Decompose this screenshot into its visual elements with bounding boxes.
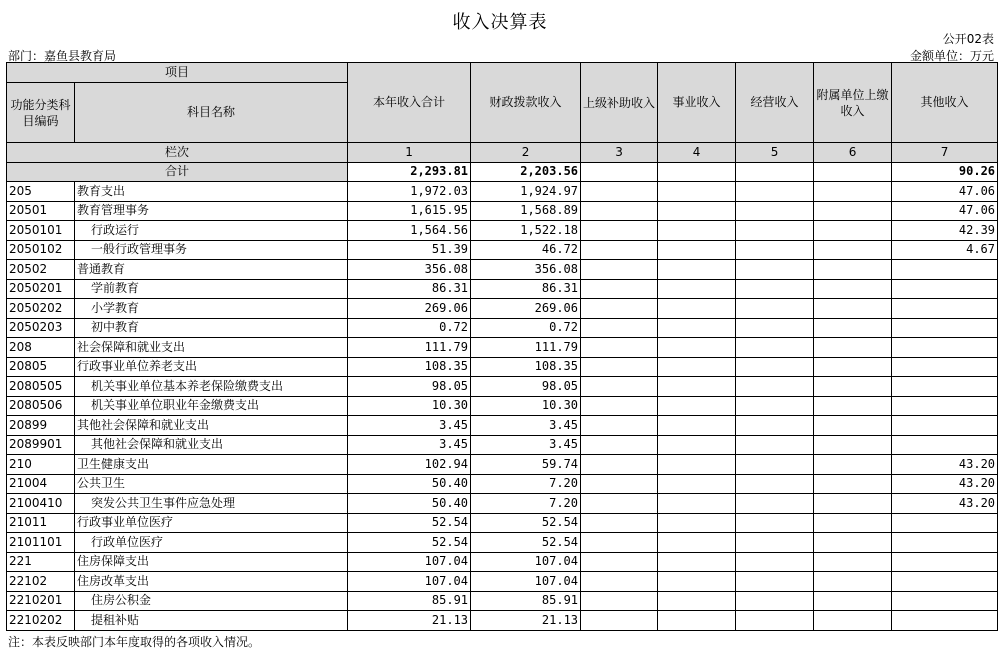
department-label: 部门：嘉鱼县教育局 (8, 49, 117, 63)
row-value (892, 611, 998, 631)
row-value (658, 552, 736, 572)
table-row (7, 318, 998, 338)
row-value: 111.79 (348, 338, 471, 358)
total-cell (736, 162, 814, 182)
row-value (892, 396, 998, 416)
column-number: 1 (348, 143, 471, 163)
row-name: 教育管理事务 (75, 201, 348, 221)
row-value (581, 572, 658, 592)
header-code: 功能分类科目编码 (7, 83, 75, 143)
row-value (814, 221, 892, 241)
row-value (736, 611, 814, 631)
row-value (814, 240, 892, 260)
table-row (7, 221, 998, 241)
row-value: 108.35 (471, 357, 581, 377)
row-value (736, 240, 814, 260)
row-value: 47.06 (892, 182, 998, 202)
total-cell (814, 162, 892, 182)
row-value (658, 279, 736, 299)
row-value: 85.91 (348, 591, 471, 611)
total-cell (658, 162, 736, 182)
row-value (581, 318, 658, 338)
row-value (736, 299, 814, 319)
row-value (814, 552, 892, 572)
row-value: 1,564.56 (348, 221, 471, 241)
row-value (814, 513, 892, 533)
row-value: 107.04 (471, 552, 581, 572)
row-value (658, 396, 736, 416)
row-value (814, 201, 892, 221)
row-value (658, 182, 736, 202)
row-code: 210 (7, 455, 75, 475)
row-value (736, 357, 814, 377)
row-value (581, 338, 658, 358)
row-value (736, 533, 814, 553)
row-value (736, 552, 814, 572)
row-value (658, 455, 736, 475)
row-value (581, 552, 658, 572)
row-value: 46.72 (471, 240, 581, 260)
row-code: 22102 (7, 572, 75, 592)
row-value (736, 494, 814, 514)
row-value: 3.45 (348, 435, 471, 455)
row-value (736, 572, 814, 592)
row-value (581, 435, 658, 455)
table-row (7, 611, 998, 631)
row-name: 行政运行 (75, 221, 348, 241)
row-value: 1,615.95 (348, 201, 471, 221)
row-value (581, 455, 658, 475)
row-value: 3.45 (471, 416, 581, 436)
header-total-income: 本年收入合计 (348, 63, 471, 143)
header-business-income: 事业收入 (658, 63, 736, 143)
row-name: 一般行政管理事务 (75, 240, 348, 260)
table-row (7, 513, 998, 533)
row-name: 机关事业单位职业年金缴费支出 (75, 396, 348, 416)
row-value (892, 435, 998, 455)
row-value: 43.20 (892, 455, 998, 475)
row-value (581, 513, 658, 533)
row-value (814, 494, 892, 514)
row-value (736, 455, 814, 475)
table-row (7, 494, 998, 514)
header-fiscal-income: 财政拨款收入 (471, 63, 581, 143)
table-row (7, 591, 998, 611)
row-value (736, 474, 814, 494)
page-title: 收入决算表 (452, 12, 548, 33)
row-code: 221 (7, 552, 75, 572)
row-value (658, 474, 736, 494)
row-value (658, 357, 736, 377)
row-value (736, 416, 814, 436)
row-value: 111.79 (471, 338, 581, 358)
row-value: 107.04 (471, 572, 581, 592)
row-value (814, 260, 892, 280)
table-row (7, 435, 998, 455)
row-value (658, 591, 736, 611)
row-value (736, 201, 814, 221)
table-row (7, 416, 998, 436)
row-value (892, 533, 998, 553)
row-code: 20899 (7, 416, 75, 436)
row-value (892, 591, 998, 611)
row-value (814, 182, 892, 202)
table-row (7, 299, 998, 319)
table-row (7, 533, 998, 553)
row-name: 普通教育 (75, 260, 348, 280)
header-upper-subsidy: 上级补助收入 (581, 63, 658, 143)
row-value: 0.72 (471, 318, 581, 338)
row-value (658, 260, 736, 280)
income-table (6, 62, 998, 631)
row-value (581, 416, 658, 436)
row-name: 住房改革支出 (75, 572, 348, 592)
row-value (658, 572, 736, 592)
row-value (658, 240, 736, 260)
row-value (892, 338, 998, 358)
row-value (658, 201, 736, 221)
row-value (736, 591, 814, 611)
row-value (658, 513, 736, 533)
row-code: 2080505 (7, 377, 75, 397)
column-number: 6 (814, 143, 892, 163)
row-value (814, 533, 892, 553)
table-row (7, 455, 998, 475)
row-value: 1,522.18 (471, 221, 581, 241)
row-value (658, 338, 736, 358)
table-row (7, 338, 998, 358)
row-value: 269.06 (348, 299, 471, 319)
row-value (892, 416, 998, 436)
row-value: 356.08 (348, 260, 471, 280)
column-number: 5 (736, 143, 814, 163)
row-value: 86.31 (471, 279, 581, 299)
row-code: 2089901 (7, 435, 75, 455)
row-value (892, 318, 998, 338)
row-value (658, 435, 736, 455)
row-name: 机关事业单位基本养老保险缴费支出 (75, 377, 348, 397)
header-column-index: 栏次 (7, 143, 348, 163)
row-code: 2050203 (7, 318, 75, 338)
row-code: 2101101 (7, 533, 75, 553)
table-row (7, 474, 998, 494)
row-name: 其他社会保障和就业支出 (75, 435, 348, 455)
row-code: 2210201 (7, 591, 75, 611)
row-value (658, 377, 736, 397)
unit-label: 金额单位：万元 (909, 49, 994, 63)
row-value (581, 201, 658, 221)
row-name: 其他社会保障和就业支出 (75, 416, 348, 436)
row-value (814, 318, 892, 338)
row-code: 2050202 (7, 299, 75, 319)
row-value: 43.20 (892, 474, 998, 494)
row-name: 住房保障支出 (75, 552, 348, 572)
total-cell (581, 162, 658, 182)
row-name: 学前教育 (75, 279, 348, 299)
row-value (658, 221, 736, 241)
row-value (658, 533, 736, 553)
row-name: 社会保障和就业支出 (75, 338, 348, 358)
row-value (736, 513, 814, 533)
row-value (581, 221, 658, 241)
row-code: 20805 (7, 357, 75, 377)
table-row (7, 182, 998, 202)
row-value: 0.72 (348, 318, 471, 338)
row-value (892, 279, 998, 299)
row-code: 21011 (7, 513, 75, 533)
table-row (7, 279, 998, 299)
row-value: 50.40 (348, 494, 471, 514)
column-number: 2 (471, 143, 581, 163)
table-row (7, 260, 998, 280)
row-value (658, 611, 736, 631)
row-code: 20502 (7, 260, 75, 280)
row-value: 52.54 (471, 533, 581, 553)
total-label: 合计 (7, 162, 348, 182)
row-value: 50.40 (348, 474, 471, 494)
row-name: 初中教育 (75, 318, 348, 338)
row-value (581, 260, 658, 280)
column-number: 3 (581, 143, 658, 163)
row-name: 行政单位医疗 (75, 533, 348, 553)
row-value (658, 299, 736, 319)
row-code: 2080506 (7, 396, 75, 416)
row-value (736, 221, 814, 241)
row-value: 52.54 (348, 513, 471, 533)
footnote: 注：本表反映部门本年度取得的各项收入情况。 (8, 635, 261, 649)
row-value (736, 338, 814, 358)
row-value: 1,924.97 (471, 182, 581, 202)
row-value: 7.20 (471, 494, 581, 514)
row-value (581, 474, 658, 494)
row-value: 43.20 (892, 494, 998, 514)
row-value: 21.13 (348, 611, 471, 631)
row-value (814, 611, 892, 631)
row-value (814, 377, 892, 397)
row-value (581, 591, 658, 611)
row-code: 2050102 (7, 240, 75, 260)
row-value: 4.67 (892, 240, 998, 260)
row-value (658, 318, 736, 338)
row-name: 行政事业单位医疗 (75, 513, 348, 533)
total-cell: 90.26 (892, 162, 998, 182)
row-value (581, 494, 658, 514)
table-row (7, 377, 998, 397)
row-value: 10.30 (471, 396, 581, 416)
row-value (581, 240, 658, 260)
row-value (736, 396, 814, 416)
row-code: 2050201 (7, 279, 75, 299)
total-cell: 2,293.81 (348, 162, 471, 182)
row-value (892, 357, 998, 377)
row-value: 52.54 (471, 513, 581, 533)
table-row (7, 552, 998, 572)
header-operating-income: 经营收入 (736, 63, 814, 143)
row-code: 20501 (7, 201, 75, 221)
row-value: 108.35 (348, 357, 471, 377)
row-value: 10.30 (348, 396, 471, 416)
row-value: 107.04 (348, 572, 471, 592)
row-name: 公共卫生 (75, 474, 348, 494)
row-value: 59.74 (471, 455, 581, 475)
row-value (658, 494, 736, 514)
row-value (736, 260, 814, 280)
row-value: 42.39 (892, 221, 998, 241)
row-value: 47.06 (892, 201, 998, 221)
row-code: 2210202 (7, 611, 75, 631)
row-name: 住房公积金 (75, 591, 348, 611)
row-value (892, 552, 998, 572)
table-row (7, 396, 998, 416)
row-value: 7.20 (471, 474, 581, 494)
row-name: 教育支出 (75, 182, 348, 202)
header-project: 项目 (7, 63, 348, 83)
row-value: 52.54 (348, 533, 471, 553)
row-code: 2100410 (7, 494, 75, 514)
row-code: 21004 (7, 474, 75, 494)
row-value (658, 416, 736, 436)
row-value: 1,568.89 (471, 201, 581, 221)
row-value (581, 279, 658, 299)
row-value (581, 396, 658, 416)
table-row (7, 240, 998, 260)
row-value (736, 279, 814, 299)
row-value: 3.45 (348, 416, 471, 436)
row-value: 269.06 (471, 299, 581, 319)
row-value (814, 299, 892, 319)
row-value: 102.94 (348, 455, 471, 475)
form-code: 公开02表 (942, 32, 994, 46)
row-value (581, 299, 658, 319)
row-value (892, 260, 998, 280)
total-cell: 2,203.56 (471, 162, 581, 182)
row-value (814, 435, 892, 455)
row-value (581, 182, 658, 202)
row-value (814, 279, 892, 299)
row-value (814, 416, 892, 436)
column-number: 4 (658, 143, 736, 163)
row-value: 3.45 (471, 435, 581, 455)
row-name: 卫生健康支出 (75, 455, 348, 475)
header-affiliate-income: 附属单位上缴收入 (814, 63, 892, 143)
row-value: 51.39 (348, 240, 471, 260)
row-value: 85.91 (471, 591, 581, 611)
row-value: 98.05 (471, 377, 581, 397)
row-code: 208 (7, 338, 75, 358)
row-value (814, 455, 892, 475)
row-code: 205 (7, 182, 75, 202)
row-value (581, 357, 658, 377)
row-value (892, 299, 998, 319)
header-other-income: 其他收入 (892, 63, 998, 143)
header-name: 科目名称 (75, 83, 348, 143)
row-value: 98.05 (348, 377, 471, 397)
column-number: 7 (892, 143, 998, 163)
row-name: 行政事业单位养老支出 (75, 357, 348, 377)
row-value (581, 533, 658, 553)
row-value: 1,972.03 (348, 182, 471, 202)
row-value (736, 377, 814, 397)
row-name: 提租补贴 (75, 611, 348, 631)
row-name: 小学教育 (75, 299, 348, 319)
row-value (892, 572, 998, 592)
row-value (814, 338, 892, 358)
table-row (7, 357, 998, 377)
row-value: 356.08 (471, 260, 581, 280)
row-value (814, 357, 892, 377)
row-value (736, 182, 814, 202)
total-row (7, 162, 998, 182)
row-value (814, 396, 892, 416)
row-name: 突发公共卫生事件应急处理 (75, 494, 348, 514)
row-value (814, 474, 892, 494)
row-value (892, 513, 998, 533)
row-value (736, 318, 814, 338)
row-value (892, 377, 998, 397)
row-value (814, 591, 892, 611)
row-value (736, 435, 814, 455)
table-row (7, 201, 998, 221)
row-value: 21.13 (471, 611, 581, 631)
row-value (581, 611, 658, 631)
row-value (814, 572, 892, 592)
table-row (7, 572, 998, 592)
row-value (581, 377, 658, 397)
row-code: 2050101 (7, 221, 75, 241)
row-value: 86.31 (348, 279, 471, 299)
row-value: 107.04 (348, 552, 471, 572)
